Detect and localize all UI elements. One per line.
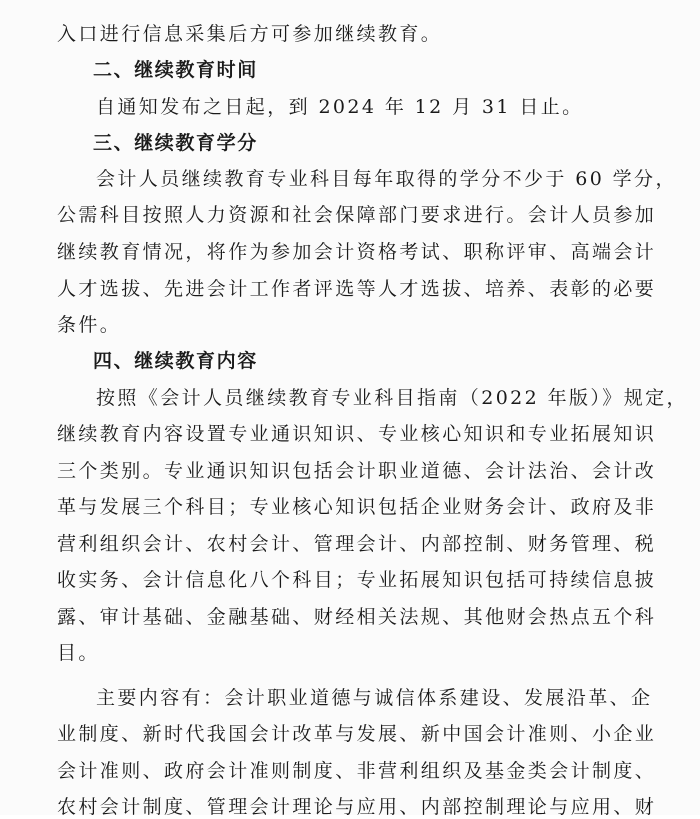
body-line: 继续教育内容设置专业通识知识、专业核心知识和专业拓展知识 <box>57 423 657 445</box>
body-line: 业制度、新时代我国会计改革与发展、新中国会计准则、小企业 <box>57 723 657 745</box>
body-line: 营利组织会计、农村会计、管理会计、内部控制、财务管理、税 <box>57 533 657 555</box>
body-line: 入口进行信息采集后方可参加继续教育。 <box>57 23 443 45</box>
body-line: 人才选拔、先进会计工作者评选等人才选拔、培养、表彰的必要 <box>57 278 657 300</box>
body-line: 目。 <box>57 642 100 664</box>
section-heading-time: 二、继续教育时间 <box>93 59 258 81</box>
body-line: 继续教育情况，将作为参加会计资格考试、职称评审、高端会计 <box>57 241 657 263</box>
body-line: 收实务、会计信息化八个科目；专业拓展知识包括可持续信息披 <box>57 569 657 591</box>
body-line: 会计准则、政府会计准则制度、非营利组织及基金类会计制度、 <box>57 760 657 782</box>
body-line: 农村会计制度、管理会计理论与应用、内部控制理论与应用、财 <box>57 796 657 818</box>
body-line: 革与发展三个科目；专业核心知识包括企业财务会计、政府及非 <box>57 496 657 518</box>
body-line: 按照《会计人员继续教育专业科目指南（2022 年版）》规定， <box>96 387 688 409</box>
body-line: 公需科目按照人力资源和社会保障部门要求进行。会计人员参加 <box>57 204 657 226</box>
body-line: 主要内容有：会计职业道德与诚信体系建设、发展沿革、企 <box>96 687 653 709</box>
body-line: 露、审计基础、金融基础、财经相关法规、其他财会热点五个科 <box>57 606 657 628</box>
body-line: 自通知发布之日起，到 2024 年 12 月 31 日止。 <box>96 96 584 118</box>
body-line: 条件。 <box>57 314 122 336</box>
body-line: 会计人员继续教育专业科目每年取得的学分不少于 60 学分， <box>96 168 677 190</box>
section-heading-content: 四、继续教育内容 <box>93 350 258 372</box>
section-heading-credits: 三、继续教育学分 <box>93 132 258 154</box>
body-line: 三个类别。专业通识知识包括会计职业道德、会计法治、会计改 <box>57 460 657 482</box>
